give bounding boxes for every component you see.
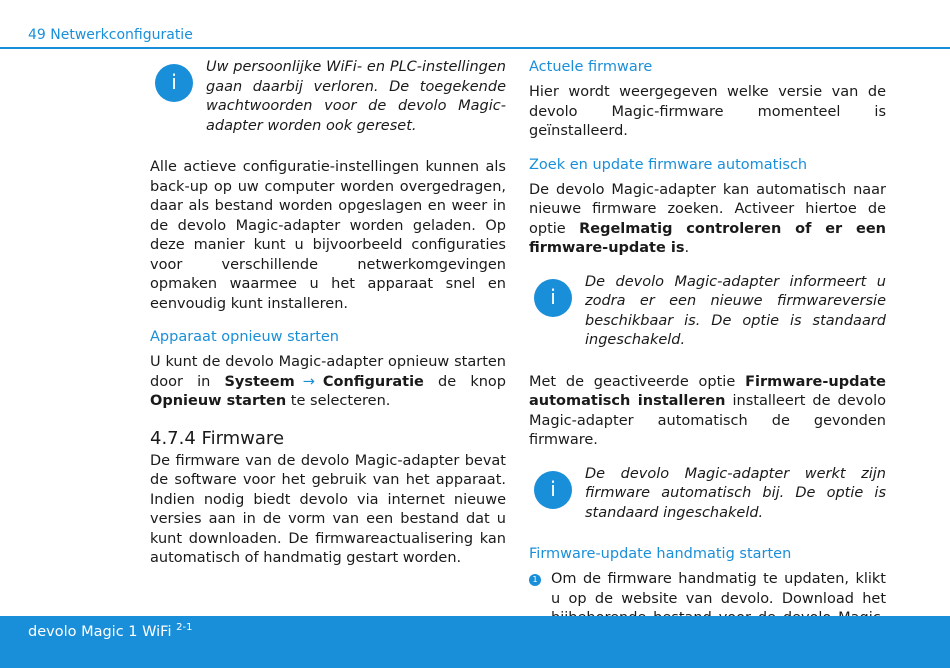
section-heading-firmware: 4.7.4 Firmware (150, 427, 285, 449)
option-regelmatig-controleren: Regelmatig controleren of er een firmware-update is (529, 220, 886, 256)
backup-paragraph: Alle actieve configuratie-instellingen kunnen als back-up op uw computer worden overgedragen, daar als bestand worden opgeslagen en weer in de devolo Magic-adapter worden geladen. Op deze manier kunt u bijvoorbeeld configuraties voor verschillende netwerkomgevingen opmaken waarmee u het apparaat snel en eenvoudig kunt installeren. (150, 159, 506, 312)
section-heading-restart: Apparaat opnieuw starten (150, 329, 339, 345)
info-note-text: Uw persoonlijke WiFi- en PLC-instellingen gaan daarbij verloren. De toegekende wachtwoorden voor de devolo Magic-adapter worden ook gereset. (206, 59, 506, 134)
menu-configuratie: Configuratie (322, 373, 424, 390)
firmware-paragraph: De firmware van de devolo Magic-adapter bevat de software voor het gebruik van het apparaat. Indien nodig biedt devolo via internet nieuwe versies aan in de vorm van een bestand dat u kunt downloaden. De firmwareactualisering kan automatisch of handmatig gestart worden. (150, 452, 506, 566)
button-name-opnieuw-starten: Opnieuw starten (150, 393, 287, 409)
info-note-text: De devolo Magic-adapter informeert u zodra er een nieuwe firmwareversie beschikbaar is. De optie is standaard ingeschakeld. (585, 273, 886, 348)
current-firmware-paragraph: Hier wordt weergegeven welke versie van de devolo Magic-firmware momenteel is geïnstalleerd. (529, 84, 886, 139)
footer-version: 2-1 (176, 622, 193, 633)
section-heading-manual-update: Firmware-update handmatig starten (529, 546, 792, 562)
arrow-right-icon: → (302, 373, 315, 390)
info-note (529, 273, 886, 351)
info-note (529, 465, 886, 524)
right-column (529, 58, 886, 668)
info-icon: i (534, 279, 572, 317)
page-header-title: 49 Netwerkconfiguratie (28, 27, 193, 43)
left-column (150, 58, 506, 583)
header-divider (0, 47, 950, 49)
info-note-text: De devolo Magic-adapter werkt zijn firmware automatisch bij. De optie is standaard ingeschakeld. (585, 465, 886, 521)
auto-update-paragraph: De devolo Magic-adapter kan automatisch naar nieuwe firmware zoeken. Activeer hiertoe de optie Regelmatig controleren of er een firmware-update is. (529, 181, 886, 256)
section-heading-auto-update: Zoek en update firmware automatisch (529, 156, 808, 173)
auto-install-paragraph: Met de geactiveerde optie Firmware-update automatisch installeren installeert de devolo Magic-adapter automatisch de gevonden firmware. (529, 373, 887, 448)
info-icon: i (534, 471, 572, 509)
step-text: Om de firmware handmatig te updaten, klikt u op de website van devolo. Download het (551, 571, 886, 607)
restart-paragraph: U kunt de devolo Magic-adapter opnieuw starten door in Systeem → Configuratie de knop Opnieuw starten te selecteren. (150, 354, 506, 409)
page-footer (0, 616, 950, 668)
page-header (0, 0, 950, 48)
menu-systeem: Systeem (224, 373, 295, 390)
option-firmware-update-automatisch: Firmware-update automatisch installeren (529, 373, 887, 409)
footer-product: devolo Magic 1 WiFi $^{2-1}$ (28, 622, 193, 640)
section-heading-current-firmware: Actuele firmware (529, 59, 653, 75)
info-icon: i (155, 64, 193, 102)
info-note (150, 58, 506, 136)
step-number-badge: 1 (529, 574, 541, 586)
